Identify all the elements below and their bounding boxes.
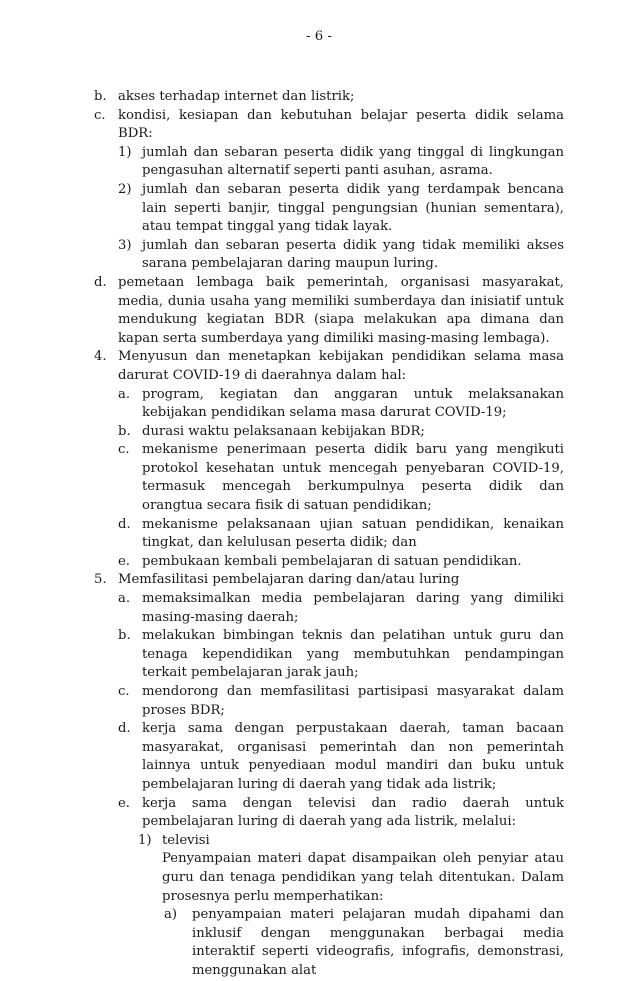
list-text: akses terhadap internet dan listrik;	[118, 89, 355, 104]
list-marker: b.	[118, 628, 131, 644]
page-number: - 6 -	[306, 29, 332, 44]
list-item-c-2	[118, 181, 564, 237]
list-marker: d.	[118, 516, 131, 532]
list-text: memaksimalkan media pembelajaran daring yang dimiliki masing-masing daerah;	[142, 591, 564, 625]
list-item-5a	[118, 590, 564, 627]
list-text: durasi waktu pelaksanaan kebijakan BDR;	[142, 423, 425, 439]
list-item-5b	[118, 627, 564, 683]
list-marker: 1)	[118, 144, 132, 160]
list-text: jumlah dan sebaran peserta didik yang terdampak bencana lain seperti banjir, tinggal pengungsian (hunian sementara), atau tempat tinggal yang tidak layak.	[142, 181, 564, 235]
list-text: pemetaan lembaga baik pemerintah, organisasi masyarakat, media, dunia usaha yang memiliki sumberdaya dan inisiatif untuk mendukung kegiatan BDR (siapa melakukan apa dimana dan kapan serta sumberdaya yang dimiliki masing-masing lembaga).	[118, 274, 564, 346]
list-marker: d.	[94, 274, 107, 290]
paragraph-televisi: Penyampaian materi dapat disampaikan oleh penyiar atau guru dan tenaga pendidikan yang telah ditentukan. Dalam prosesnya perlu memperhatikan:	[162, 851, 564, 904]
list-item-d-pemetaan	[94, 274, 564, 348]
list-text: Menyusun dan menetapkan kebijakan pendidikan selama masa darurat COVID-19 di daerahnya dalam hal:	[118, 349, 564, 383]
list-text: televisi	[162, 832, 210, 848]
list-marker: 5.	[94, 572, 107, 588]
list-item-5	[94, 571, 564, 590]
list-marker: b.	[94, 89, 107, 104]
list-text: kerja sama dengan televisi dan radio daerah untuk pembelajaran luring di daerah yang ada listrik, melalui:	[142, 795, 564, 830]
list-text: jumlah dan sebaran peserta didik yang tidak memiliki akses sarana pembelajaran daring maupun luring.	[142, 237, 564, 272]
list-marker: 2)	[118, 181, 132, 197]
list-item-c-1	[118, 144, 564, 181]
list-text: mekanisme pelaksanaan ujian satuan pendidikan, kenaikan tingkat, dan kelulusan peserta didik; dan	[142, 516, 564, 551]
list-text: mendorong dan memfasilitasi partisipasi masyarakat dalam proses BDR;	[142, 684, 564, 718]
list-item-5e-1-a	[164, 906, 564, 980]
list-marker: b.	[118, 423, 131, 439]
list-item-4b	[118, 423, 564, 442]
list-marker: d.	[118, 721, 131, 737]
list-item-4d	[118, 516, 564, 553]
list-text: melakukan bimbingan teknis dan pelatihan untuk guru dan tenaga kependidikan yang membutuhkan pendampingan terkait pembelajaran jarak jauh;	[142, 628, 564, 681]
list-item-b-akses	[94, 88, 564, 107]
list-marker: a.	[118, 386, 131, 402]
list-marker: c.	[94, 107, 106, 123]
list-text: kondisi, kesiapan dan kebutuhan belajar peserta didik selama BDR:	[118, 107, 564, 142]
list-marker: e.	[118, 553, 130, 569]
list-item-4	[94, 348, 564, 385]
list-marker: c.	[118, 684, 130, 699]
list-text: kerja sama dengan perpustakaan daerah, taman bacaan masyarakat, organisasi pemerintah dan non pemerintah lainnya untuk penyediaan modul mandiri dan buku untuk pembelajaran luring di daerah yang tidak ada listrik;	[142, 721, 564, 792]
list-marker: 3)	[118, 237, 132, 253]
list-item-c-3	[118, 237, 564, 274]
list-text: penyampaian materi pelajaran mudah dipahami dan inklusif dengan menggunakan berbagai media interaktif seperti videografis, infografis, demonstrasi, menggunakan alat	[192, 907, 564, 978]
list-item-5d	[118, 720, 564, 794]
page-content	[0, 88, 638, 981]
list-item-4e	[118, 553, 564, 572]
list-text: Memfasilitasi pembelajaran daring dan/atau luring	[118, 572, 460, 588]
list-marker: a.	[118, 591, 131, 607]
list-item-5e-1	[138, 832, 564, 851]
list-marker: c.	[118, 442, 130, 458]
list-item-4a	[118, 386, 564, 423]
list-item-4c	[118, 441, 564, 515]
list-text: mekanisme penerimaan peserta didik baru yang mengikuti protokol kesehatan untuk mencegah penyebaran COVID-19, termasuk mencegah berkumpulnya peserta didik dan orangtua secara fisik di satuan pendidikan;	[142, 442, 564, 514]
list-marker: 4.	[94, 349, 107, 365]
list-item-c-kondisi	[94, 107, 564, 144]
list-marker: a)	[164, 907, 178, 923]
list-marker: 1)	[138, 832, 152, 848]
list-text: pembukaan kembali pembelajaran di satuan pendidikan.	[142, 553, 522, 569]
list-item-5e	[118, 795, 564, 832]
list-marker: e.	[118, 795, 130, 811]
list-item-5c	[118, 683, 564, 720]
list-text: jumlah dan sebaran peserta didik yang tinggal di lingkungan pengasuhan alternatif seperti panti asuhan, asrama.	[142, 144, 564, 179]
list-text: program, kegiatan dan anggaran untuk melaksanakan kebijakan pendidikan selama masa darurat COVID-19;	[142, 386, 564, 421]
